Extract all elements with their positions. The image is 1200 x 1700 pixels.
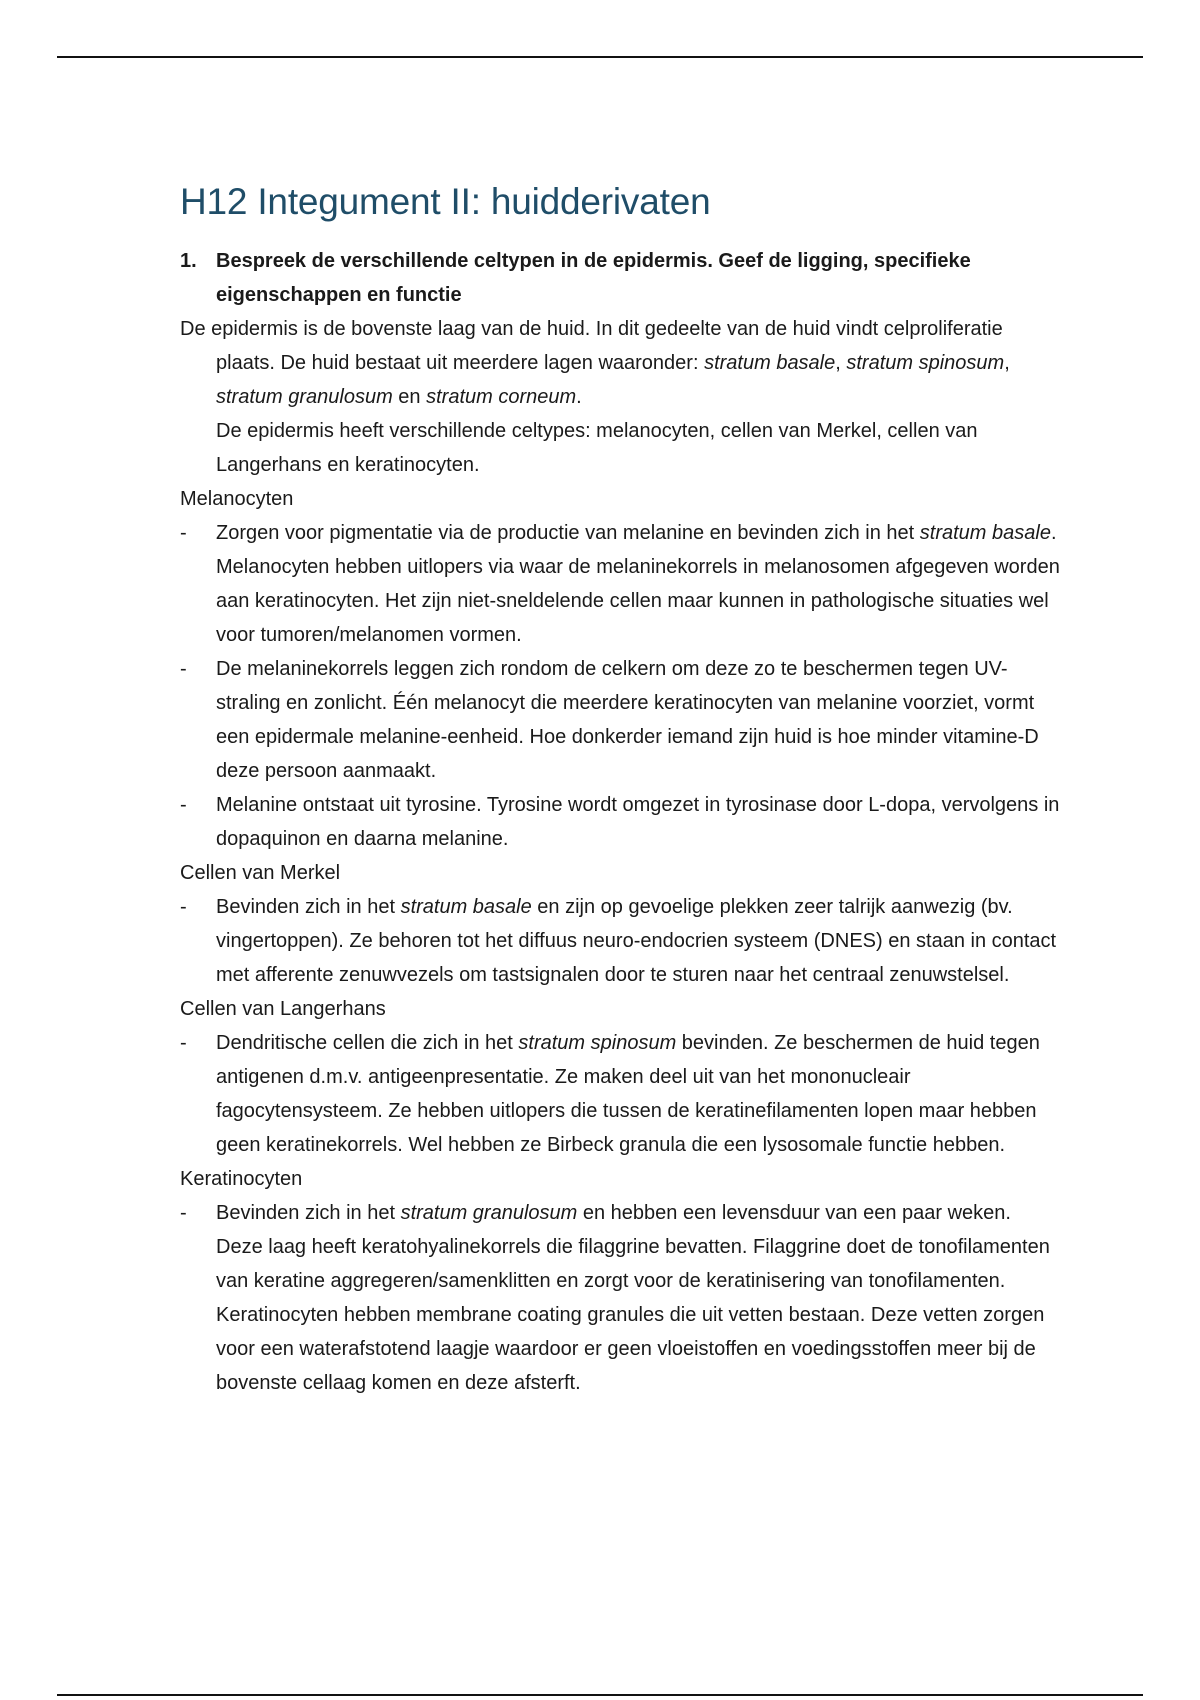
separator: en	[392, 386, 427, 408]
list-item	[180, 652, 1060, 788]
question-number: 1.	[180, 250, 197, 272]
list-item-text	[216, 1196, 1060, 1400]
bullet-dash: -	[180, 658, 187, 680]
term-stratum-basale: stratum basale	[704, 352, 836, 374]
list-item-text	[216, 1026, 1060, 1162]
term-stratum-spinosum: stratum spinosum	[846, 352, 1005, 374]
text: Bevinden zich in het	[216, 896, 401, 918]
intro-paragraph	[180, 312, 1060, 414]
list-item-text: De melaninekorrels leggen zich rondom de celkern om deze zo te beschermen tegen UV-straling en zonlicht. Één melanocyt die meerdere keratinocyten van melanine voorziet, vormt een epidermale melanine-eenheid. Hoe donkerder iemand zijn huid is hoe minder vitamine-D deze persoon aanmaakt.	[216, 658, 1039, 782]
bullet-dash: -	[180, 1202, 187, 1224]
section-heading-merkel: Cellen van Merkel	[180, 862, 341, 884]
list-item	[180, 1196, 1060, 1400]
term: stratum spinosum	[518, 1032, 677, 1054]
term-stratum-corneum: stratum corneum	[426, 386, 577, 408]
bullet-dash: -	[180, 522, 187, 544]
list-item-text	[216, 890, 1060, 992]
separator: ,	[1004, 352, 1010, 374]
term-stratum-granulosum: stratum granulosum	[216, 386, 393, 408]
section-heading-langerhans: Cellen van Langerhans	[180, 998, 386, 1020]
term: stratum granulosum	[400, 1202, 578, 1224]
page-title: H12 Integument II: huidderivaten	[180, 181, 711, 222]
section-heading-melanocyten: Melanocyten	[180, 488, 294, 510]
text: Dendritische cellen die zich in het	[216, 1032, 519, 1054]
bullet-dash: -	[180, 896, 187, 918]
header-rule	[57, 56, 1143, 58]
question-item	[180, 244, 1060, 312]
list-item	[180, 516, 1060, 652]
text: en zijn op gevoelige plekken zeer talrijk aanwezig (bv. vingertoppen). Ze behoren tot het diffuus neuro-endocrien systeem (DNES) en staan in contact met afferente zenuwvezels om tastsignalen door te sturen naar het centraal zenuwstelsel.	[216, 896, 1057, 986]
period: .	[576, 386, 582, 408]
text: Bevinden zich in het	[216, 1202, 401, 1224]
question-text: Bespreek de verschillende celtypen in de epidermis. Geef de ligging, specifieke eigenschappen en functie	[216, 250, 971, 306]
term: stratum basale	[400, 896, 532, 918]
text: Zorgen voor pigmentatie via de productie van melanine en bevinden zich in het	[216, 522, 920, 544]
intro-text: De epidermis is de bovenste laag van de huid. In dit gedeelte van de huid vindt celproliferatie plaats. De huid bestaat uit meerdere lagen waaronder:	[180, 318, 1003, 374]
separator: ,	[835, 352, 847, 374]
list-item-text	[216, 516, 1060, 652]
bullet-dash: -	[180, 1032, 187, 1054]
celltypes-paragraph: De epidermis heeft verschillende celtypes: melanocyten, cellen van Merkel, cellen van Langerhans en keratinocyten.	[216, 420, 978, 476]
text: . Melanocyten hebben uitlopers via waar de melaninekorrels in melanosomen afgegeven worden aan keratinocyten. Het zijn niet-sneldelende cellen maar kunnen in pathologische situaties wel voor tumoren/melanomen vormen.	[216, 522, 1060, 646]
text: bevinden. Ze beschermen de huid tegen antigenen d.m.v. antigeenpresentatie. Ze maken deel uit van het mononucleair fagocytensysteem. Ze hebben uitlopers die tussen de keratinefilamenten lopen maar hebben geen keratinekorrels. Wel hebben ze Birbeck granula die een lysosomale functie hebben.	[216, 1032, 1040, 1156]
list-item-text: Melanine ontstaat uit tyrosine. Tyrosine wordt omgezet in tyrosinase door L-dopa, vervolgens in dopaquinon en daarna melanine.	[216, 794, 1060, 850]
term: stratum basale	[919, 522, 1051, 544]
footer-rule	[57, 1694, 1143, 1696]
bullet-dash: -	[180, 794, 187, 816]
list-item	[180, 1026, 1060, 1162]
section-heading-keratinocyten: Keratinocyten	[180, 1168, 303, 1190]
list-item	[180, 788, 1060, 856]
text: en hebben een levensduur van een paar weken. Deze laag heeft keratohyalinekorrels die filaggrine bevatten. Filaggrine doet de tonofilamenten van keratine aggregeren/samenklitten en zorgt voor de keratinisering van tonofilamenten. Keratinocyten hebben membrane coating granules die uit vetten bestaan. Deze vetten zorgen voor een waterafstotend laagje waardoor er geen vloeistoffen en voedingsstoffen meer bij de bovenste cellaag komen en deze afsterft.	[216, 1202, 1050, 1394]
document-body	[180, 178, 1060, 1400]
list-item	[180, 890, 1060, 992]
